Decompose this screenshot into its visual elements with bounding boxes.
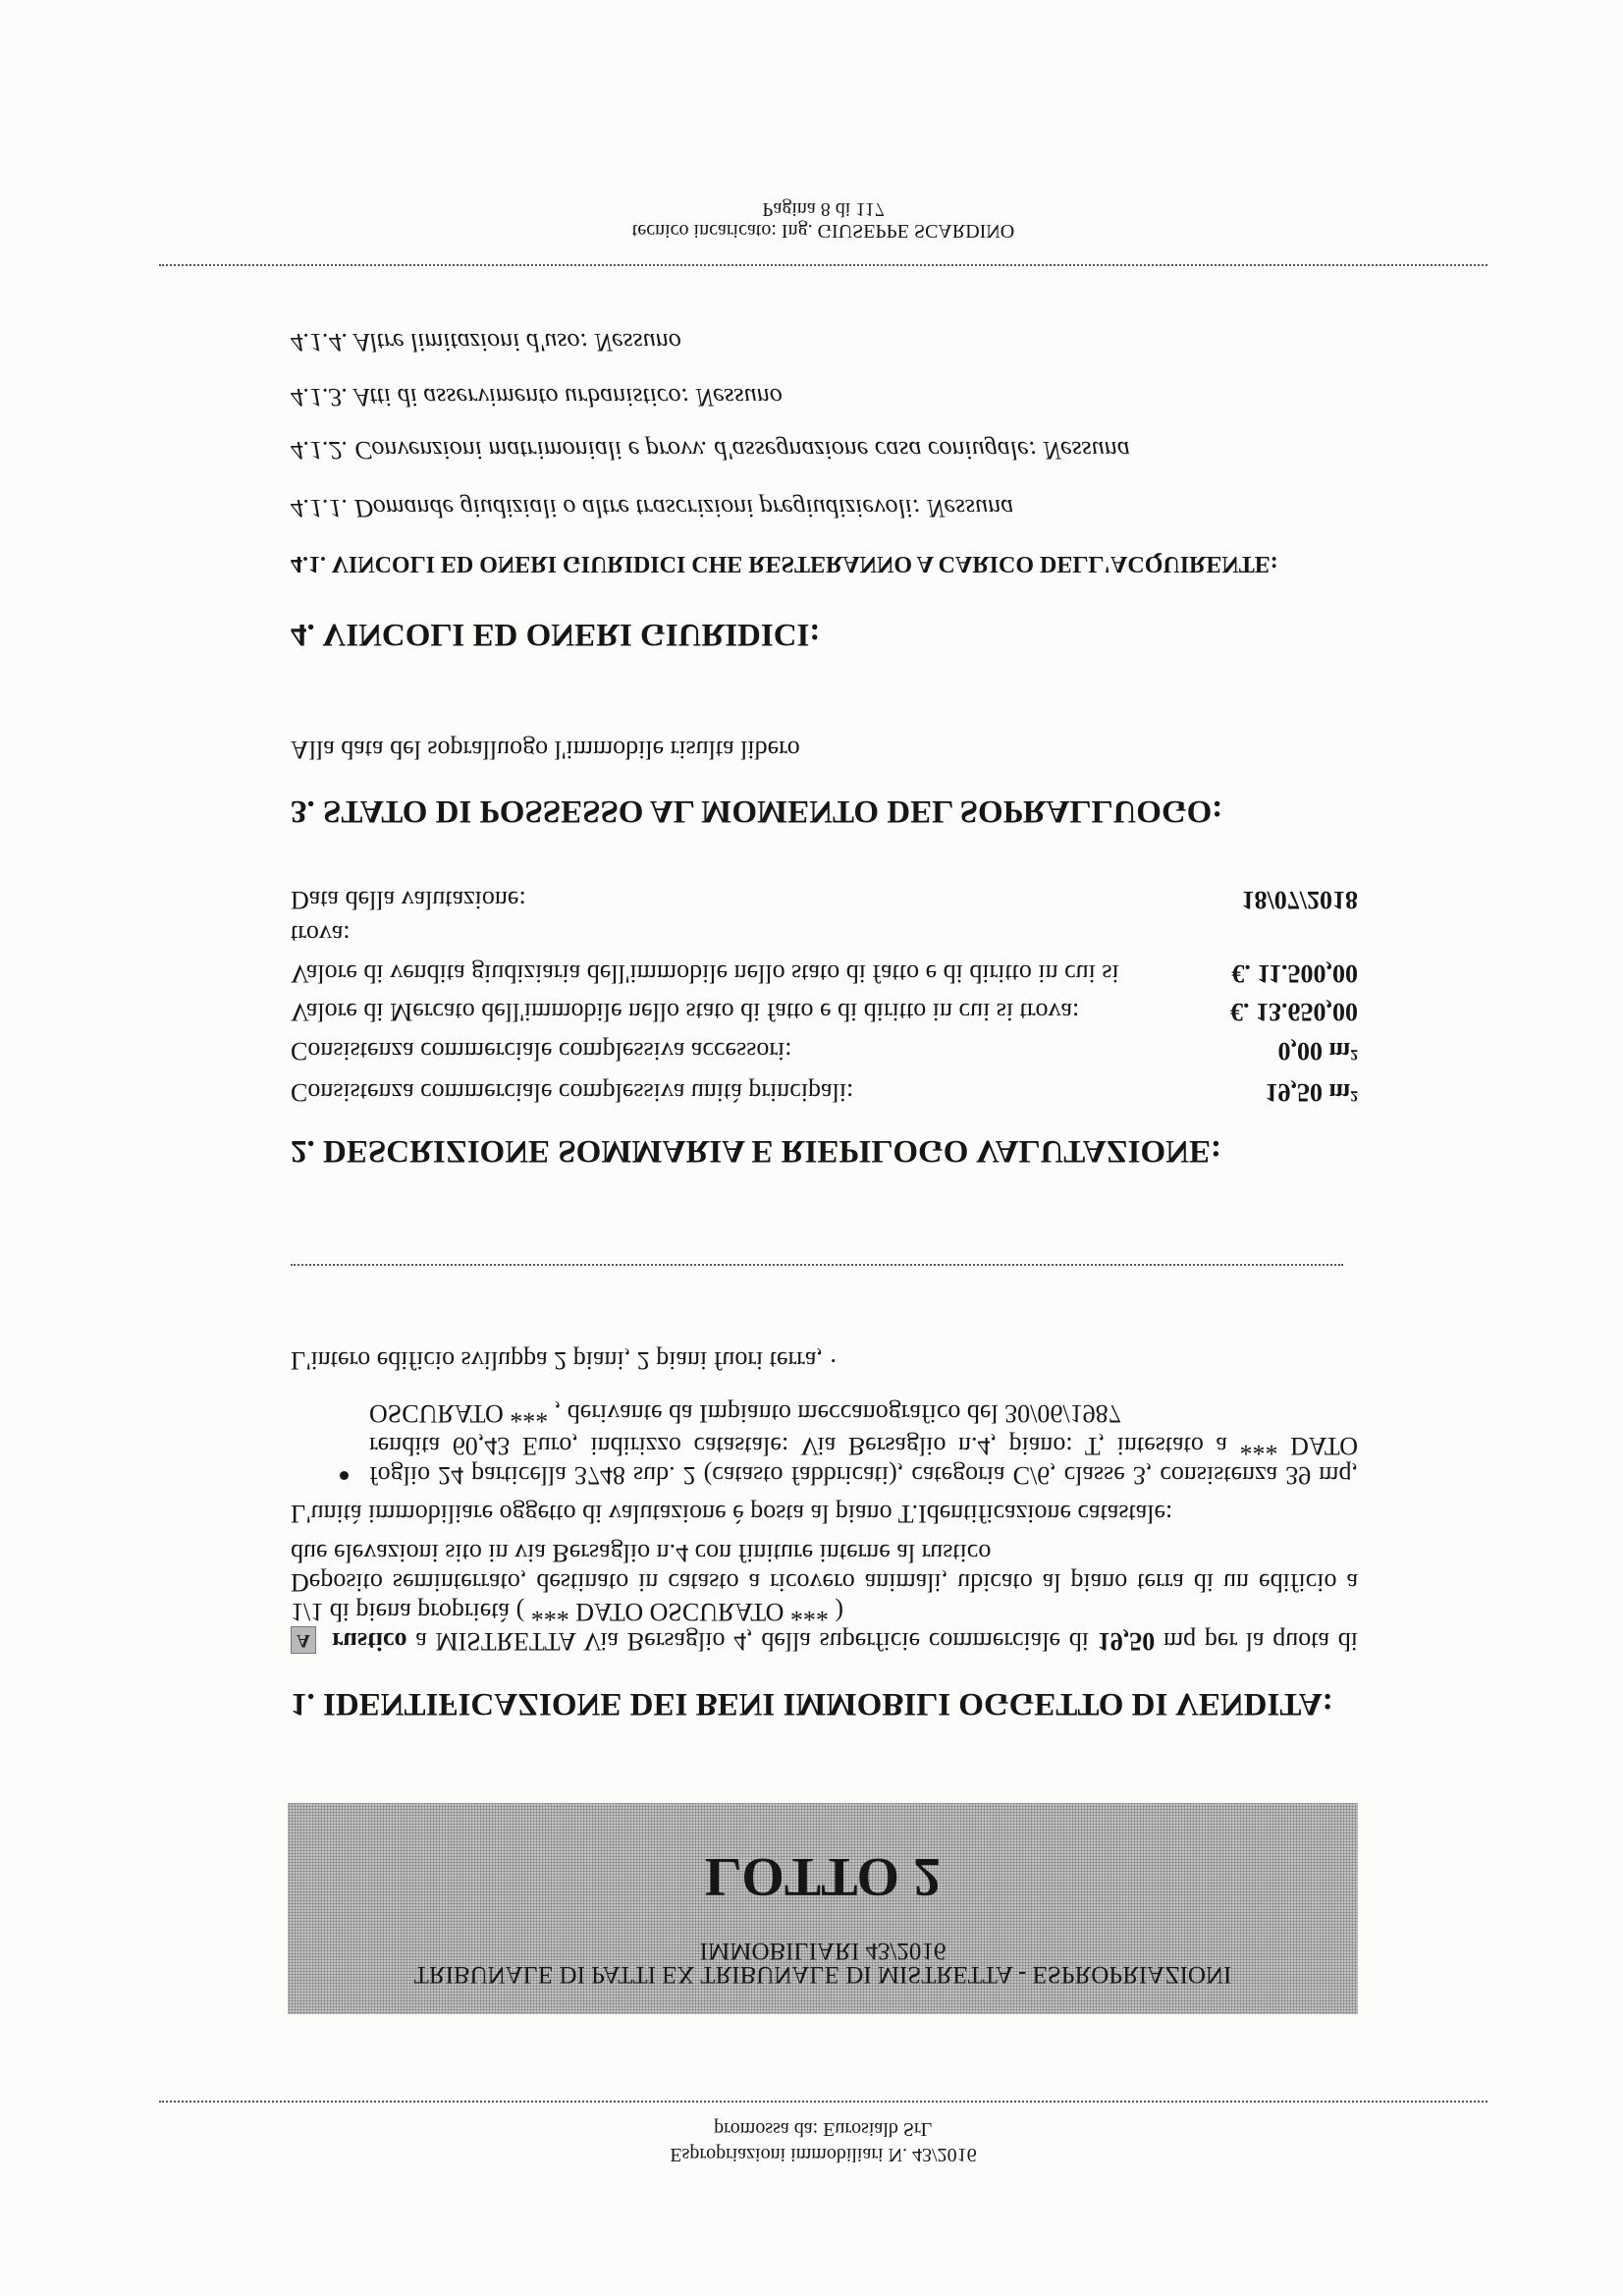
constraint-item: 4.1.3. Atti di asservimento urbanistico: Nessuno xyxy=(291,383,783,411)
item-text-2: mq per la quota di xyxy=(1155,1627,1358,1656)
section3-text: Alla data del sopralluogo l'immobile risulta libero xyxy=(291,736,800,764)
footer-technician: tecnico incaricato: Ing. GIUSEPPE SCARDINO xyxy=(631,220,1015,242)
constraint-item: 4.1.4. Altre limitazioni d'uso: Nessuno xyxy=(291,328,681,356)
section1-line: due elevazioni sito in via Bersaglio n.4 con finiture interne al rustico xyxy=(291,1539,992,1567)
cadastral-line: rendita 60,43 Euro, indirizzo catastale: Via Bersaglio n.4, piano: T, intestato a *** DATO xyxy=(369,1432,1358,1460)
banner-lot-title: LOTTO 2 xyxy=(704,1846,942,1907)
section4-subheading: 4.1. VINCOLI ED ONERI GIURIDICI CHE RESTERANNO A CARICO DELL'ACQUIRENTE: xyxy=(291,551,1278,576)
summary-label: Data della valutazione: xyxy=(291,886,526,914)
section-dotted-separator xyxy=(291,1264,1343,1266)
summary-label: Valore di Mercato dell'immobile nello stato di fatto e di diritto in cui si trova: xyxy=(291,998,1080,1026)
summary-value: 0,00 m² xyxy=(1277,1037,1358,1066)
item-area: 19,50 xyxy=(1097,1627,1156,1656)
constraint-item: 4.1.1. Domande giudiziali o altre trascrizioni pregiudizievoli: Nessuna xyxy=(291,494,1014,522)
item-text-1: a MISTRETTA Via Bersaglio 4, della superficie commerciale di xyxy=(406,1627,1098,1656)
header-title: Espropriazioni immobiliari N. 43/2016 xyxy=(670,2144,977,2165)
summary-label: Valore di vendita giudiziaria dell'immobile nello stato di fatto e di diritto in cui si xyxy=(291,959,1119,988)
section3-heading: 3. STATO DI POSSESSO AL MOMENTO DEL SOPRALLUOGO: xyxy=(291,793,1223,829)
section1-line: Deposito seminterrato, destinato in catasto a ricovero animali, ubicato al piano terra di un edificio a xyxy=(291,1568,1358,1597)
section4-heading: 4. VINCOLI ED ONERI GIURIDICI: xyxy=(291,617,821,652)
summary-label-continuation: trova: xyxy=(291,920,351,949)
summary-row-continuation xyxy=(291,919,1358,949)
summary-value: 18/07/2018 xyxy=(1241,886,1358,914)
section1-item-line xyxy=(332,1626,1358,1656)
summary-label: Consistenza commerciale complessiva unità principali: xyxy=(291,1078,854,1107)
cadastral-line: OSCURATO *** , derivante da Impianto meccanografico del 30/06/1987 xyxy=(369,1399,1121,1428)
header-promoter: promossa da: Eurosialb SrL xyxy=(714,2118,933,2140)
item-label-badge: A xyxy=(291,1626,316,1654)
summary-row xyxy=(291,885,1358,914)
header-dotted-separator xyxy=(159,2101,1488,2103)
lot-banner xyxy=(288,1803,1358,2014)
section1-heading: 1. IDENTIFICAZIONE DEI BENI IMMOBILI OGGETTO DI VENDITA: xyxy=(291,1686,1333,1722)
section1-line: 1/1 di piena proprietà ( *** DATO OSCURATO *** ) xyxy=(291,1598,844,1626)
bullet-icon xyxy=(340,1471,349,1480)
summary-row xyxy=(291,997,1358,1026)
footer-page-number: Pagina 8 di 117 xyxy=(762,198,885,220)
summary-value: €. 11.500,00 xyxy=(1231,959,1358,988)
summary-row xyxy=(291,1077,1358,1107)
constraint-item: 4.1.2. Convenzioni matrimoniali e provv. d'assegnazione casa coniugale: Nessuna xyxy=(291,436,1130,465)
summary-value: 19,50 m² xyxy=(1265,1078,1358,1107)
summary-value: €. 13.650,00 xyxy=(1230,998,1358,1026)
summary-row xyxy=(291,1036,1358,1066)
banner-court: TRIBUNALE DI PATTI EX TRIBUNALE DI MISTRETTA - ESPROPRIAZIONI xyxy=(413,1961,1232,1988)
summary-label: Consistenza commerciale complessiva accessori: xyxy=(291,1037,792,1066)
section2-heading: 2. DESCRIZIONE SOMMARIA E RIEPILOGO VALUTAZIONE: xyxy=(291,1133,1222,1169)
cadastral-line: foglio 24 particella 3748 sub. 2 (catasto fabbricati), categoria C/6, classe 3, consistenza 39 mq, xyxy=(369,1461,1358,1490)
building-note: L'intero edificio sviluppa 2 piani, 2 piani fuori terra, · xyxy=(291,1346,839,1375)
item-type: rustico xyxy=(332,1627,407,1656)
summary-row xyxy=(291,958,1358,988)
section1-line: L'unità immobiliare oggetto di valutazione è posta al piano T.Identificazione catastale: xyxy=(291,1500,1173,1528)
footer-dotted-separator xyxy=(159,264,1488,266)
banner-procedure: IMMOBILIARI 43/2016 xyxy=(699,1938,947,1964)
